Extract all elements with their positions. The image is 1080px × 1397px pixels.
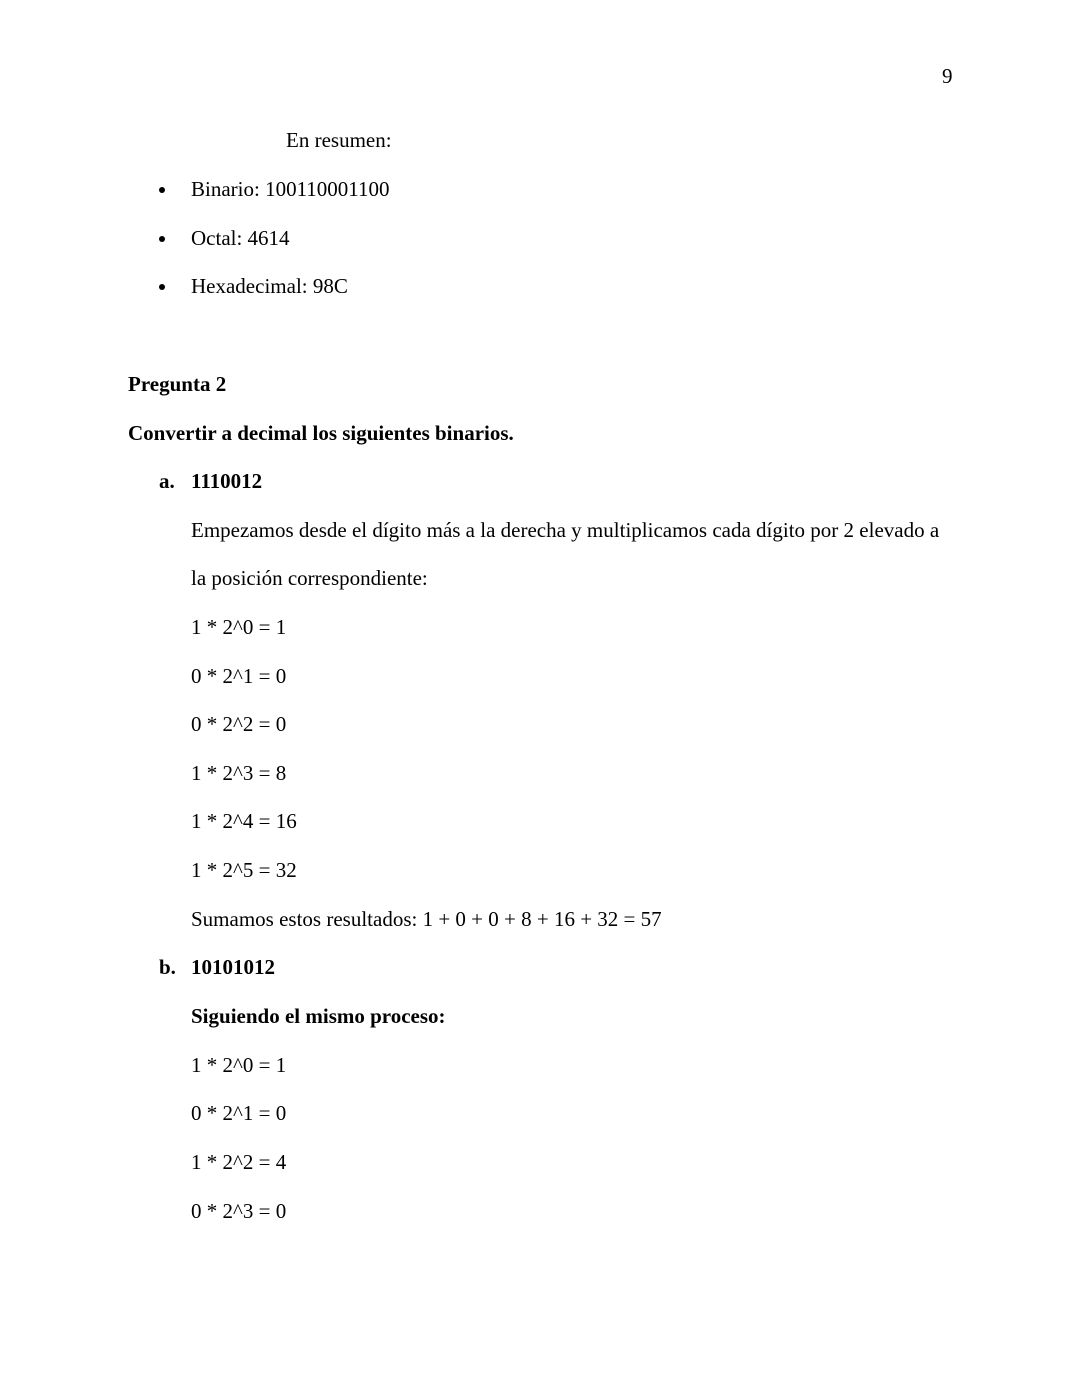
part-b-subtitle: Siguiendo el mismo proceso: xyxy=(191,1004,446,1028)
part-a-value: 1110012 xyxy=(191,469,263,493)
part-a-step: 0 * 2^2 = 0 xyxy=(191,712,287,736)
part-a-step: 1 * 2^0 = 1 xyxy=(191,615,287,639)
bullet-icon xyxy=(159,187,165,193)
question-title: Pregunta 2 xyxy=(128,372,227,396)
bullet-icon xyxy=(159,284,165,290)
summary-item-octal: Octal: 4614 xyxy=(191,226,290,250)
part-b-step: 0 * 2^3 = 0 xyxy=(191,1199,287,1223)
summary-intro: En resumen: xyxy=(286,128,392,152)
bullet-icon xyxy=(159,236,165,242)
question-instruction: Convertir a decimal los siguientes binarios. xyxy=(128,421,514,445)
part-a-step: 1 * 2^5 = 32 xyxy=(191,858,297,882)
part-a-explanation-line1: Empezamos desde el dígito más a la derecha y multiplicamos cada dígito por 2 elevado a xyxy=(191,518,940,542)
part-b-step: 1 * 2^0 = 1 xyxy=(191,1053,287,1077)
part-b-step: 0 * 2^1 = 0 xyxy=(191,1101,287,1125)
part-a-sum: Sumamos estos resultados: 1 + 0 + 0 + 8 + 16 + 32 = 57 xyxy=(191,907,662,931)
part-b-value: 10101012 xyxy=(191,955,275,979)
summary-item-hexadecimal: Hexadecimal: 98C xyxy=(191,274,348,298)
part-a-step: 1 * 2^3 = 8 xyxy=(191,761,287,785)
page-number: 9 xyxy=(942,64,953,88)
part-a-marker: a. xyxy=(159,469,175,493)
part-a-explanation-line2: la posición correspondiente: xyxy=(191,566,428,590)
part-b-marker: b. xyxy=(159,955,176,979)
part-b-step: 1 * 2^2 = 4 xyxy=(191,1150,287,1174)
summary-item-binary: Binario: 100110001100 xyxy=(191,177,390,201)
part-a-step: 1 * 2^4 = 16 xyxy=(191,809,297,833)
part-a-step: 0 * 2^1 = 0 xyxy=(191,664,287,688)
